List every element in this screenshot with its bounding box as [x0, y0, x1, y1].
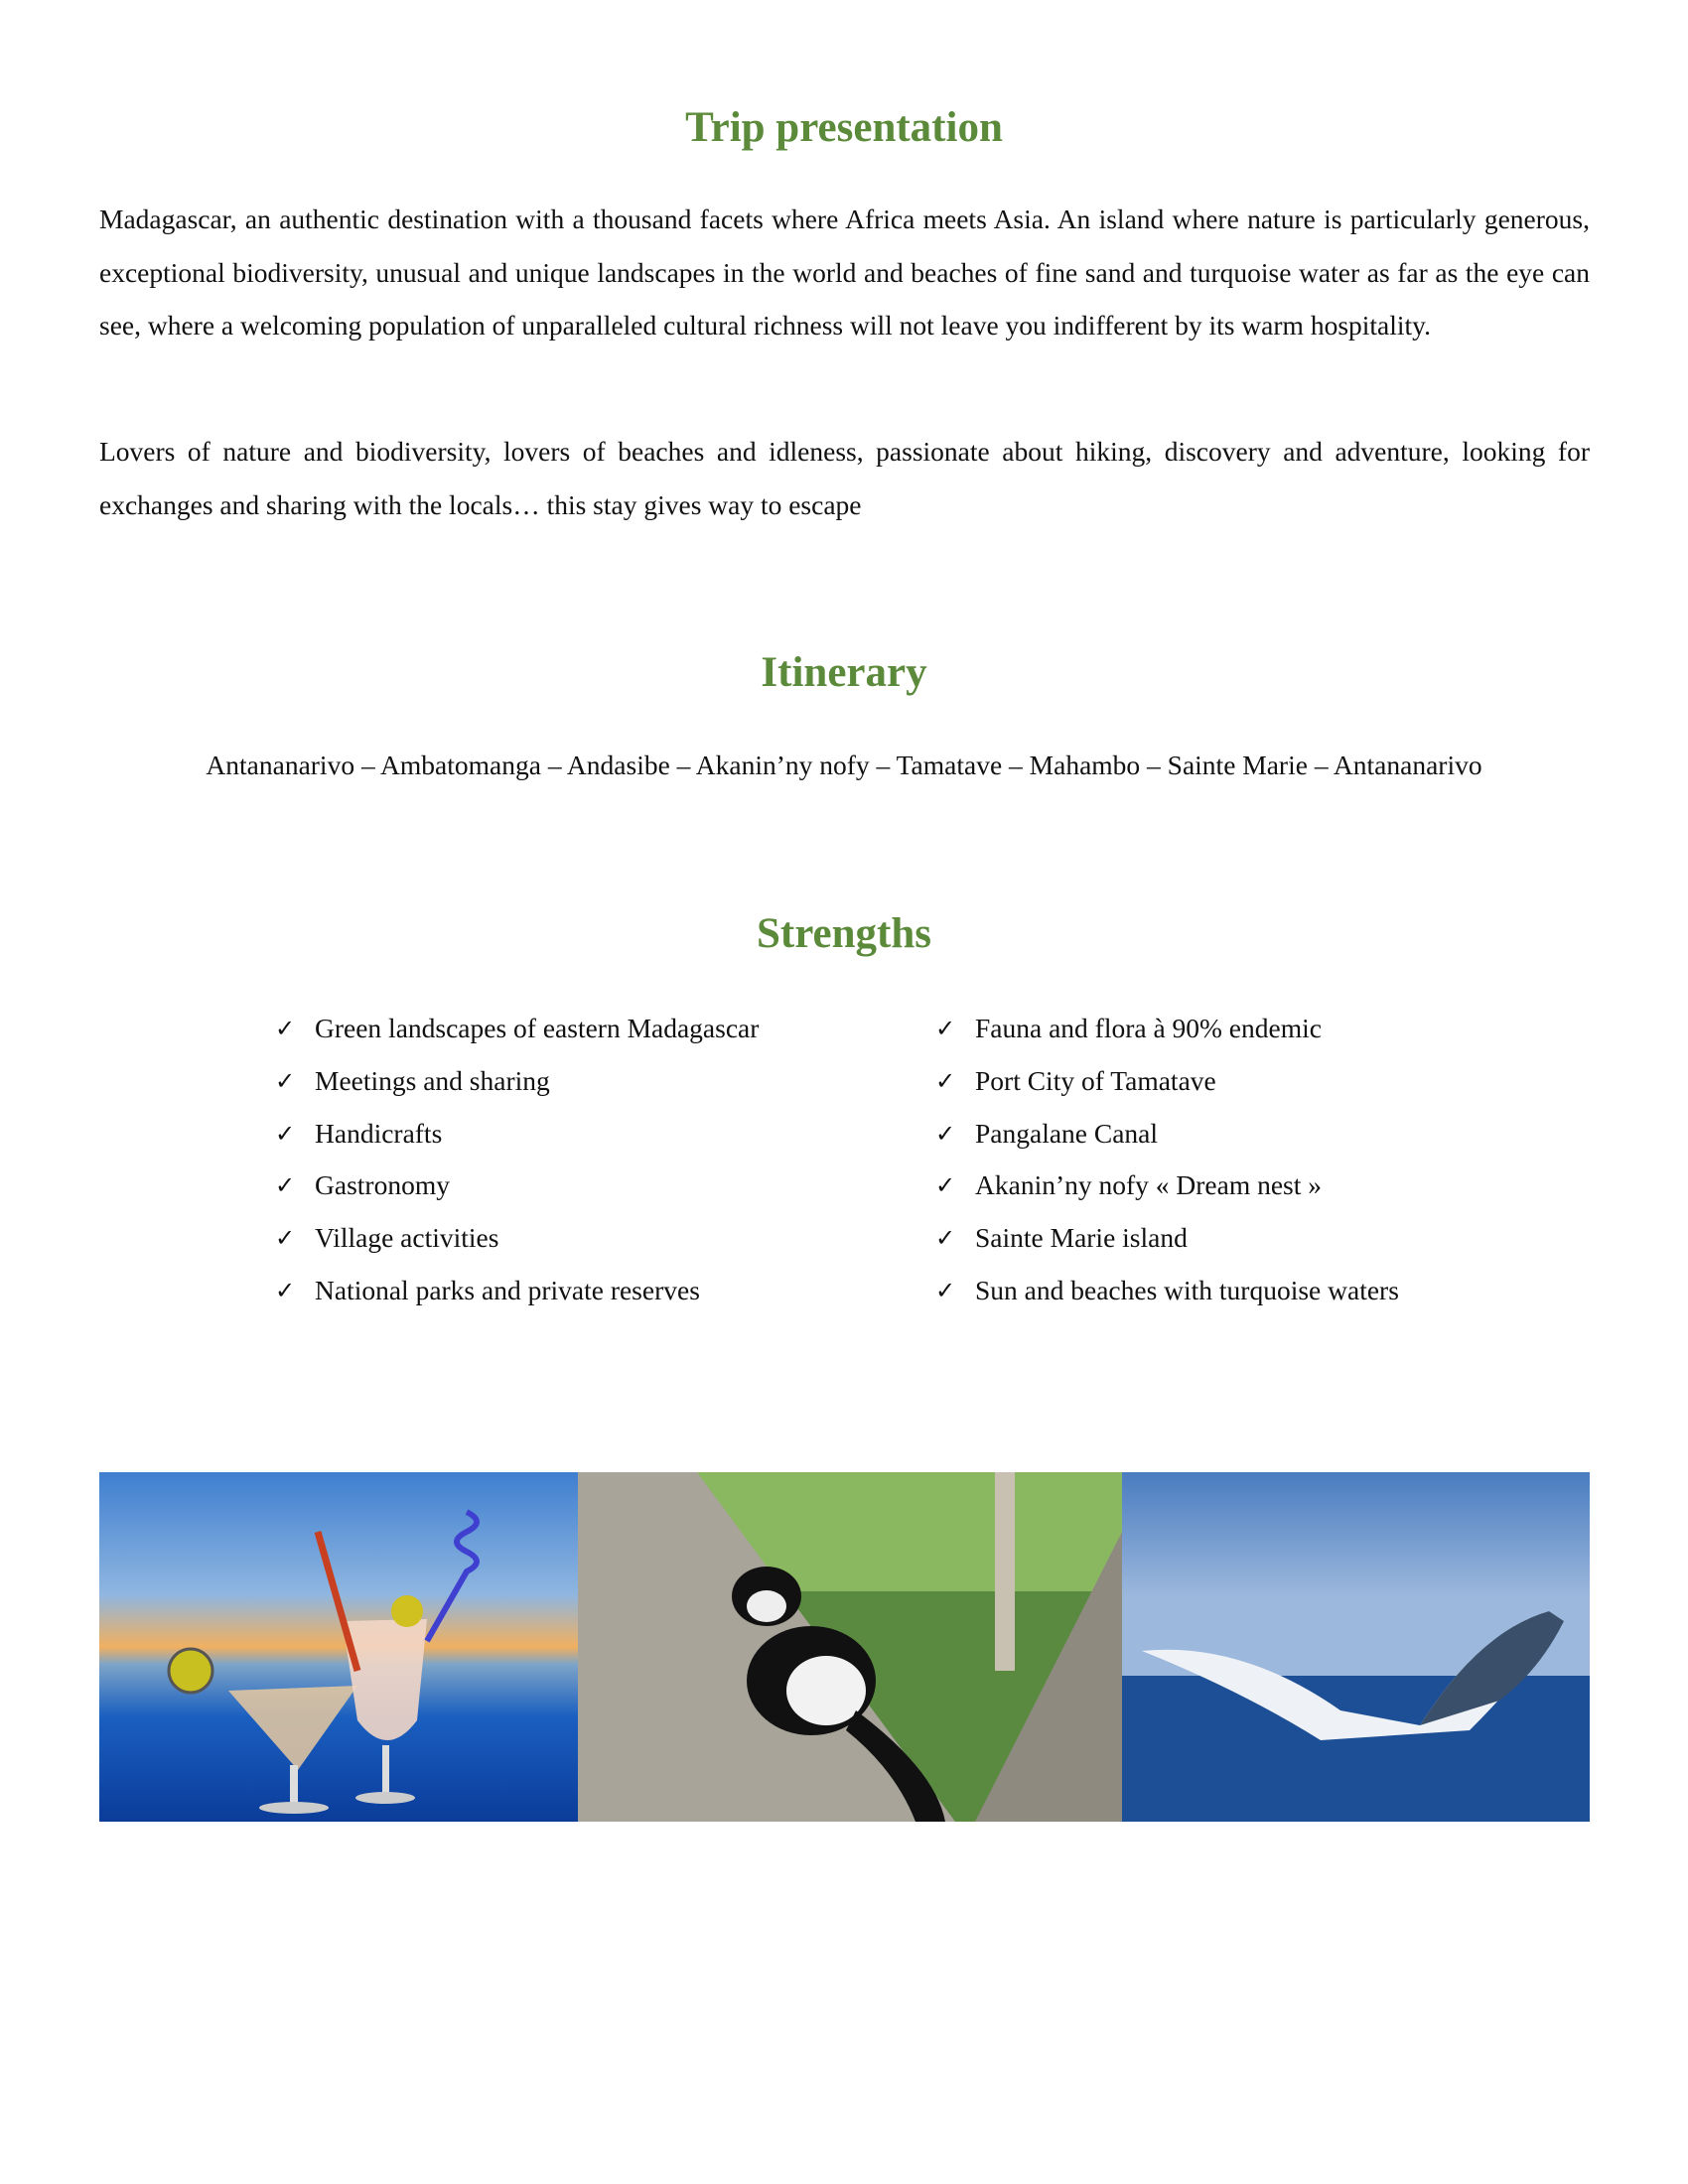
strength-item	[935, 1165, 1399, 1218]
checkmark-icon: ✓	[935, 1015, 956, 1042]
strength-label: Akanin’ny nofy « Dream nest »	[975, 1169, 1323, 1201]
trip-presentation-heading: Trip presentation	[685, 104, 1003, 151]
strength-item	[275, 1271, 759, 1323]
strength-label: Village activities	[315, 1222, 499, 1254]
strength-label: Green landscapes of eastern Madagascar	[315, 1013, 760, 1043]
strength-item	[935, 1114, 1399, 1166]
strength-label: Pangalane Canal	[975, 1117, 1159, 1149]
checkmark-icon: ✓	[275, 1276, 296, 1304]
strength-label: National parks and private reserves	[315, 1274, 700, 1305]
strength-item	[935, 1061, 1399, 1114]
checkmark-icon: ✓	[935, 1119, 956, 1148]
checkmark-icon: ✓	[275, 1224, 296, 1253]
checkmark-icon: ✓	[935, 1276, 956, 1304]
strength-item	[275, 1009, 759, 1061]
strengths-list-right	[927, 1009, 1399, 1323]
strength-item	[275, 1114, 759, 1166]
strength-label: Sun and beaches with turquoise waters	[975, 1274, 1399, 1305]
strength-item	[275, 1165, 759, 1218]
lovers-paragraph: Lovers of nature and biodiversity, lovers of beaches and idleness, passionate about hiking, discovery and adventure, looking for exchanges and sharing with the locals… this stay gives way to escape	[99, 436, 1590, 520]
intro-paragraph: Madagascar, an authentic destination with a thousand facets where Africa meets Asia. An island where nature is particularly generous, exceptional biodiversity, unusual and unique landscapes in the world and beaches of fine sand and turquoise water as far as the eye can see, where a welcoming population of unparalleled cultural richness will not leave you indifferent by its warm hospitality.	[99, 204, 1590, 341]
checkmark-icon: ✓	[275, 1171, 296, 1200]
checkmark-icon: ✓	[275, 1015, 296, 1042]
checkmark-icon: ✓	[275, 1119, 296, 1148]
strength-label: Sainte Marie island	[975, 1222, 1188, 1254]
whale-photo	[1122, 1472, 1590, 1822]
strength-item	[935, 1271, 1399, 1323]
itinerary-heading: Itinerary	[761, 649, 927, 696]
strength-item	[275, 1218, 759, 1271]
strength-item	[935, 1009, 1399, 1061]
photo-strip	[99, 1472, 1590, 1822]
cocktails-photo	[99, 1472, 578, 1822]
strength-label: Handicrafts	[315, 1117, 443, 1149]
strength-label: Fauna and flora à 90% endemic	[975, 1013, 1322, 1043]
checkmark-icon: ✓	[935, 1224, 956, 1253]
strength-item	[275, 1061, 759, 1114]
strength-label: Meetings and sharing	[315, 1064, 550, 1096]
strength-label: Port City of Tamatave	[975, 1064, 1216, 1096]
checkmark-icon: ✓	[935, 1066, 956, 1095]
checkmark-icon: ✓	[935, 1171, 956, 1200]
itinerary-route: Antananarivo – Ambatomanga – Andasibe – Akanin’ny nofy – Tamatave – Mahambo – Sainte Marie – Antananarivo	[206, 750, 1482, 780]
strength-label: Gastronomy	[315, 1169, 450, 1201]
strengths-heading: Strengths	[756, 910, 931, 957]
lemur-photo	[578, 1472, 1122, 1822]
checkmark-icon: ✓	[275, 1066, 296, 1095]
strengths-list-left	[275, 1009, 759, 1323]
strength-item	[935, 1218, 1399, 1271]
